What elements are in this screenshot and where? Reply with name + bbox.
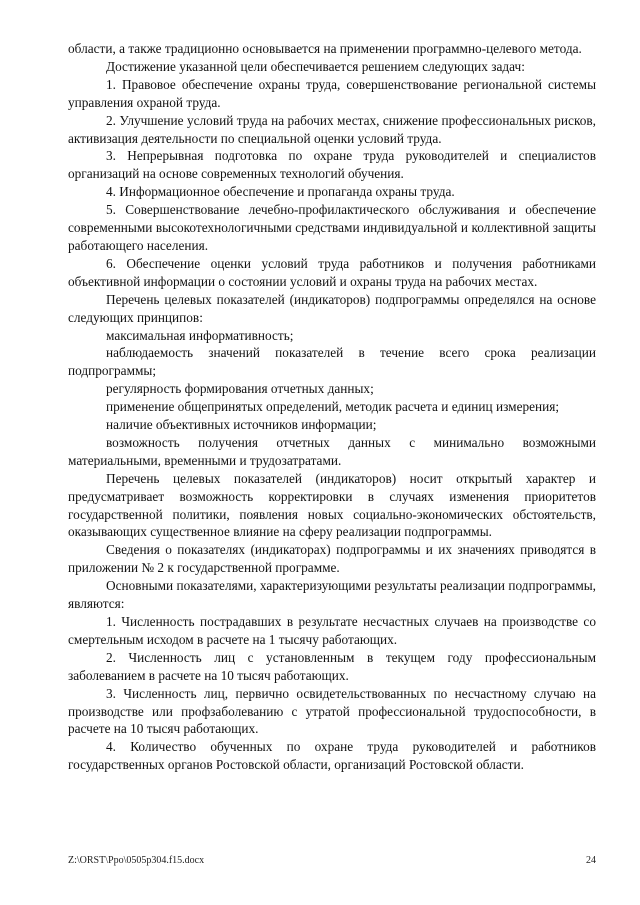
paragraph: Основными показателями, характеризующими результаты реализации подпрограммы, являются: [68, 578, 596, 612]
paragraph: наблюдаемость значений показателей в течение всего срока реализации подпрограммы; [68, 345, 596, 379]
paragraph: Сведения о показателях (индикаторах) подпрограммы и их значениях приводятся в приложении № 2 к государственной программе. [68, 542, 596, 576]
paragraph: Перечень целевых показателей (индикаторов) подпрограммы определялся на основе следующих принципов: [68, 291, 596, 325]
paragraph: Достижение указанной цели обеспечивается решением следующих задач: [106, 58, 525, 74]
paragraph: 3. Непрерывная подготовка по охране труда руководителей и специалистов организаций на основе современных технологий обучения. [68, 148, 596, 182]
paragraph: 5. Совершенствование лечебно-профилактического обслуживания и обеспечение современными высокотехнологичными средствами индивидуальной и коллективной защиты работающего населения. [68, 202, 596, 253]
paragraph: 3. Численность лиц, первично освидетельствованных по несчастному случаю на производстве или профзаболеванию с утратой профессиональной трудоспособности, в расчете на 10 тысяч работающих. [68, 685, 596, 737]
paragraph: 2. Улучшение условий труда на рабочих местах, снижение профессиональных рисков, активизация деятельности по специальной оценки условий труда. [68, 112, 596, 146]
paragraph: 6. Обеспечение оценки условий труда работников и получения работниками объективной информации о состоянии условий и охраны труда на рабочих местах. [68, 255, 596, 289]
paragraph: 2. Численность лиц с установленным в текущем году профессиональным заболеванием в расчете на 10 тысяч работающих. [68, 649, 596, 683]
paragraph: применение общепринятых определений, методик расчета и единиц измерения; [106, 399, 560, 415]
page-footer [68, 855, 596, 866]
paragraph: Перечень целевых показателей (индикаторов) носит открытый характер и предусматривает возможность корректировки в случаях изменения приоритетов государственной политики, появления новых социально-экономических обстоятельств, оказывающих существенное влияние на сферу реализации подпрограммы. [68, 470, 596, 540]
document-body [68, 40, 596, 774]
paragraph: 4. Информационное обеспечение и пропаганда охраны труда. [106, 184, 455, 200]
footer-page-number: 24 [586, 855, 596, 866]
paragraph: максимальная информативность; [106, 327, 294, 343]
paragraph: наличие объективных источников информации; [106, 417, 377, 433]
paragraph: области, а также традиционно основывается на применении программно-целевого метода. [68, 41, 582, 56]
paragraph: регулярность формирования отчетных данных; [106, 381, 374, 397]
paragraph: 1. Численность пострадавших в результате несчастных случаев на производстве со смертельным исходом в расчете на 1 тысячу работающих. [68, 614, 596, 647]
paragraph: 1. Правовое обеспечение охраны труда, совершенствование региональной системы управления охраной труда. [68, 76, 596, 110]
footer-file-path: Z:\ORST\Ppo\0505p304.f15.docx [68, 855, 205, 866]
paragraph: возможность получения отчетных данных с минимально возможными материальными, временными и трудозатратами. [68, 434, 596, 468]
paragraph: 4. Количество обученных по охране труда руководителей и работников государственных органов Ростовской области, организаций Ростовской области. [68, 739, 596, 773]
